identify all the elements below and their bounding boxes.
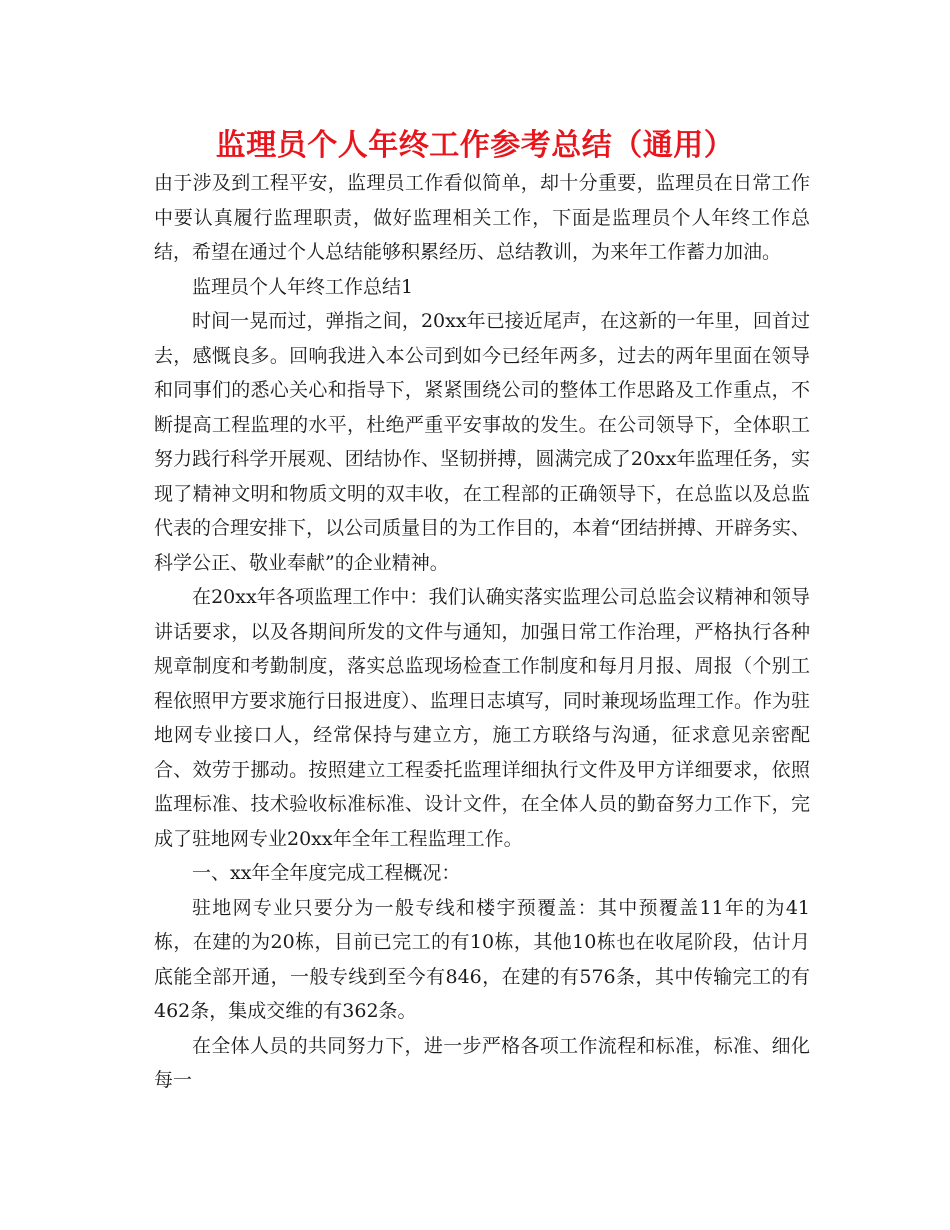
body-paragraph: 在20xx年各项监理工作中：我们认确实落实监理公司总监会议精神和领导讲话要求，以及各期间所发的文件与通知，加强日常工作治理，严格执行各种规章制度和考勤制度，落实总监现场检查工作制度和每月月报、周报（个别工程依照甲方要求施行日报进度）、监理日志填写，同时兼现场监理工作。作为驻地网专业接口人，经常保持与建立方，施工方联络与沟通，征求意见亲密配合、效劳于挪动。按照建立工程委托监理详细执行文件及甲方详细要求，依照监理标准、技术验收标准标准、设计文件，在全体人员的勤奋努力工作下，完成了驻地网专业20xx年全年工程监理工作。 <box>154 586 810 850</box>
body-paragraph: 驻地网专业只要分为一般专线和楼宇预覆盖：其中预覆盖11年的为41栋，在建的为20栋，目前已完工的有10栋，其他10栋也在收尾阶段，估计月底能全部开通，一般专线到至今有846，在建的有576条，其中传输完工的有462条，集成交维的有362条。 <box>154 896 810 1022</box>
document-title: 监理员个人年终工作参考总结（通用） <box>215 128 735 163</box>
document-body <box>154 166 810 1098</box>
body-paragraph: 在全体人员的共同努力下，进一步严格各项工作流程和标准，标准、细化每一 <box>154 1034 810 1091</box>
body-paragraph: 时间一晃而过，弹指之间，20xx年已接近尾声，在这新的一年里，回首过去，感慨良多。回响我进入本公司到如今已经年两多，过去的两年里面在领导和同事们的悉心关心和指导下，紧紧围绕公司的整体工作思路及工作重点，不断提高工程监理的水平，杜绝严重平安事故的发生。在公司领导下，全体职工努力践行科学开展观、团结协作、坚韧拼搏，圆满完成了20xx年监理任务，实现了精神文明和物质文明的双丰收，在工程部的正确领导下，在总监以及总监代表的合理安排下，以公司质量目的为工作目的，本着“团结拼搏、开辟务实、科学公正、敬业奉献”的企业精神。 <box>154 310 810 574</box>
intro-paragraph: 由于涉及到工程平安，监理员工作看似简单，却十分重要，监理员在日常工作中要认真履行监理职责，做好监理相关工作，下面是监理员个人年终工作总结，希望在通过个人总结能够积累经历、总结教训，为来年工作蓄力加油。 <box>154 172 810 263</box>
section-heading: 监理员个人年终工作总结1 <box>192 275 414 298</box>
subsection-heading: 一、xx年全年度完成工程概况： <box>192 862 461 884</box>
